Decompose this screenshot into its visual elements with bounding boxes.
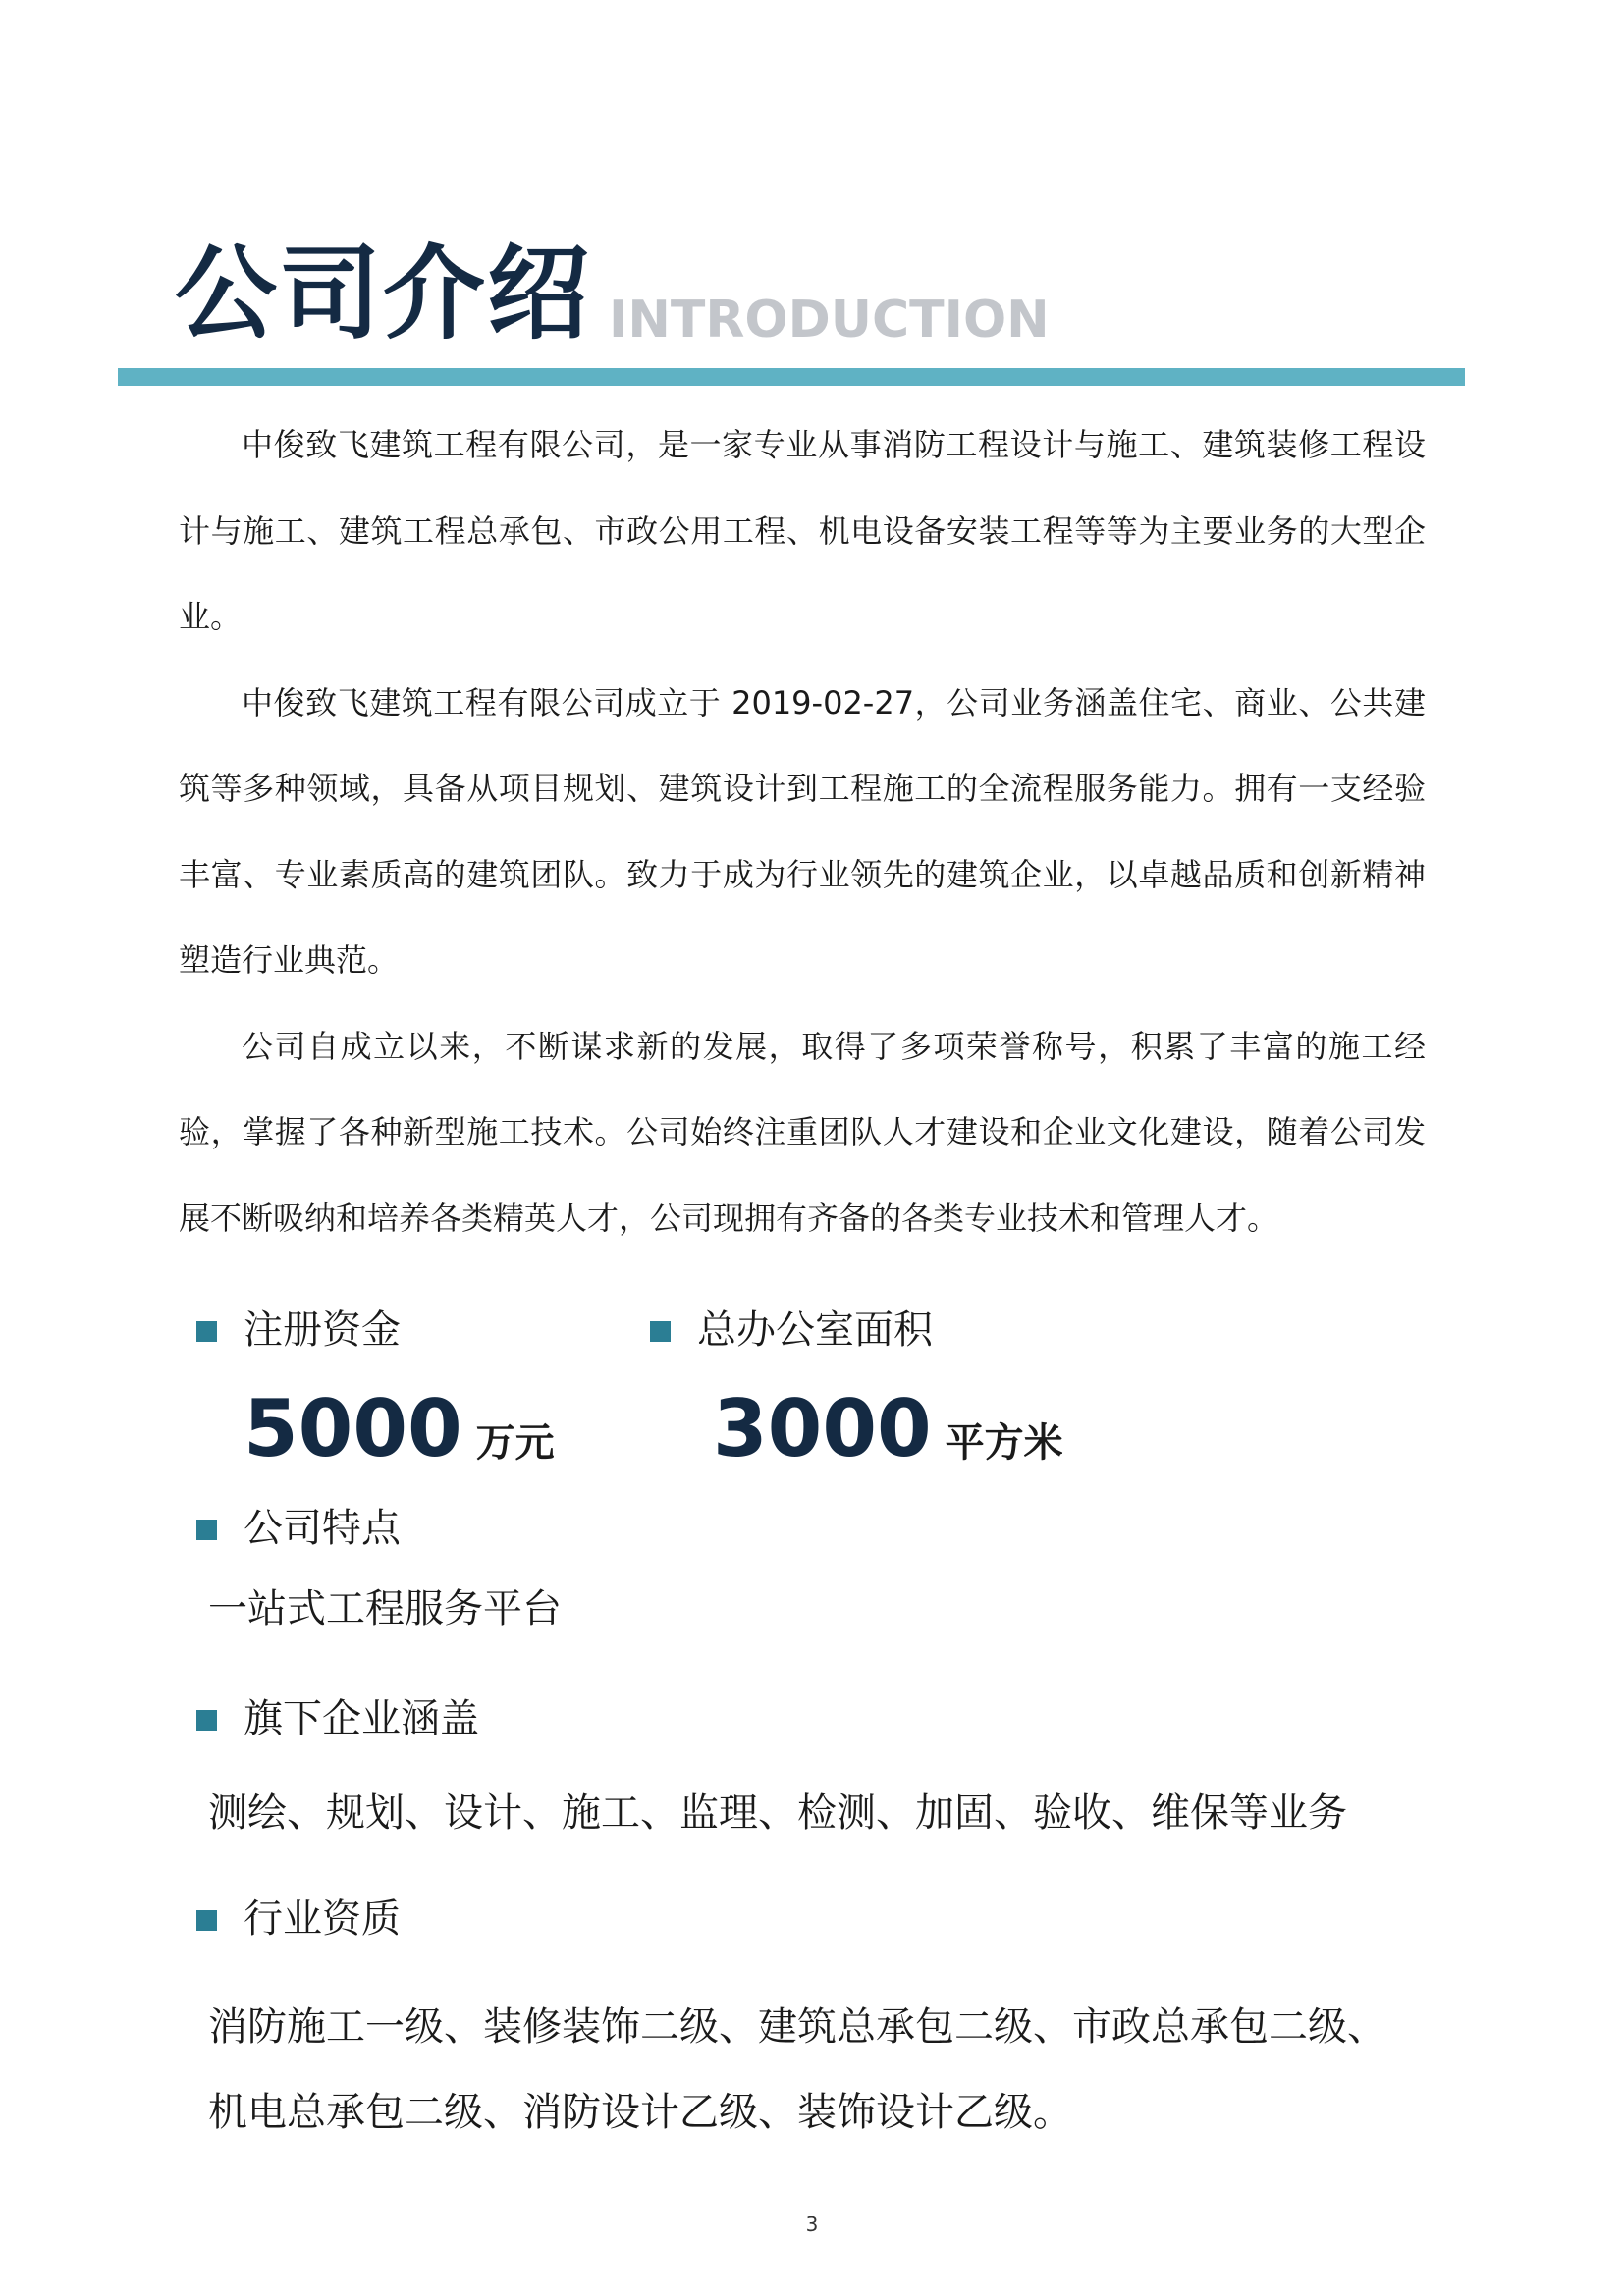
intro-paragraph: 公司自成立以来，不断谋求新的发展，取得了多项荣誉称号，积累了丰富的施工经验，掌握了各种新型施工技术。公司始终注重团队人才建设和企业文化建设，随着公司发展不断吸纳和培养各类精英人才，公司现拥有齐备的各类专业技术和管理人才。 — [179, 1027, 1426, 1237]
square-bullet-icon — [196, 1910, 217, 1931]
qualifications-label: 行业资质 — [244, 1896, 401, 1942]
features-heading — [196, 1504, 401, 1553]
office-area-stat — [713, 1382, 1063, 1490]
intro-paragraph: 中俊致飞建筑工程有限公司成立于 2019-02-27，公司业务涵盖住宅、商业、公共建筑等多种领域，具备从项目规划、建筑设计到工程施工的全流程服务能力。拥有一支经验丰富、专业素质高的建筑团队。致力于成为行业领先的建筑企业，以卓越品质和创新精神塑造行业典范。 — [179, 683, 1426, 979]
features-text: 一站式工程服务平台 — [208, 1586, 562, 1631]
office-area-value: 3000 — [713, 1383, 932, 1474]
square-bullet-icon — [196, 1321, 217, 1342]
capital-label: 注册资金 — [244, 1308, 401, 1353]
subsidiaries-label: 旗下企业涵盖 — [244, 1696, 479, 1741]
office-area-heading — [650, 1306, 933, 1355]
page-title: 公司介绍 — [175, 234, 592, 353]
subsidiaries-heading — [196, 1694, 479, 1743]
features-label: 公司特点 — [244, 1506, 401, 1551]
office-area-label: 总办公室面积 — [697, 1308, 933, 1353]
qualifications-text: 消防施工一级、装修装饰二级、建筑总承包二级、市政总承包二级、机电总承包二级、消防设计乙级、装饰设计乙级。 — [208, 2004, 1386, 2135]
square-bullet-icon — [196, 1520, 217, 1540]
intro-text — [179, 402, 1426, 1261]
capital-heading — [196, 1306, 401, 1355]
square-bullet-icon — [196, 1710, 217, 1731]
page-subtitle: INTRODUCTION — [609, 291, 1050, 349]
page-number: 3 — [805, 2213, 819, 2236]
capital-value: 5000 — [244, 1383, 462, 1474]
qualifications-heading — [196, 1895, 401, 1944]
title-underline-bar — [118, 368, 1465, 386]
intro-paragraph: 中俊致飞建筑工程有限公司，是一家专业从事消防工程设计与施工、建筑装修工程设计与施工、建筑工程总承包、市政公用工程、机电设备安装工程等等为主要业务的大型企业。 — [179, 426, 1426, 635]
subsidiaries-text: 测绘、规划、设计、施工、监理、检测、加固、验收、维保等业务 — [208, 1790, 1347, 1836]
capital-unit: 万元 — [475, 1420, 555, 1466]
office-area-unit: 平方米 — [945, 1420, 1063, 1466]
square-bullet-icon — [650, 1321, 671, 1342]
capital-stat — [244, 1382, 555, 1490]
